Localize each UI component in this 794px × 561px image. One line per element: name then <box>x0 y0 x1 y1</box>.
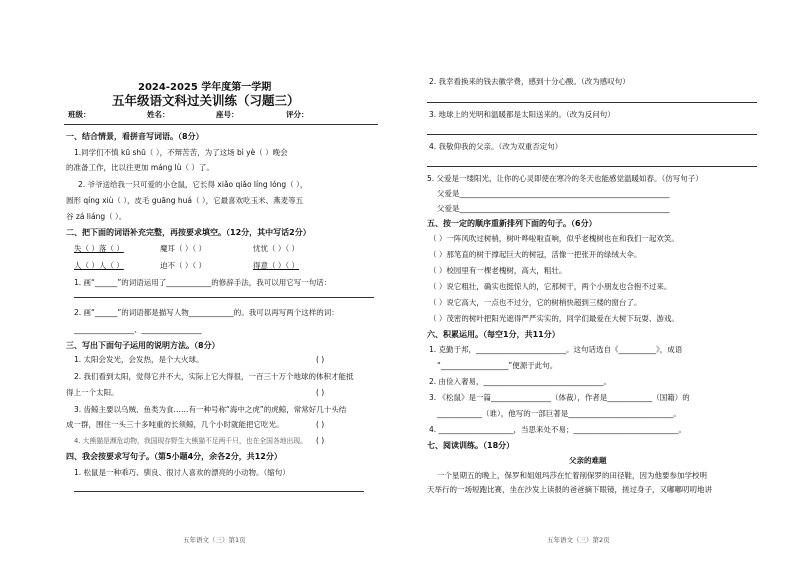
s3-line-6: 4. 大熊猫是濒危动物，我国现存野生大熊猫不足两千只，也在全国各地出现。 <box>74 437 307 445</box>
s4-q4-answer-line[interactable] <box>427 166 757 167</box>
exam-title: 五年级语文科过关训练（习题三） <box>112 93 300 108</box>
story-line-1: 一个星期五的晚上，保罗和姐姐玛莎在忙着削保罗的田径鞋，因为他要参加学校明 <box>437 471 707 480</box>
score-label: 评分： <box>286 110 309 119</box>
s4-line-3: 3. 地球上的光明和温暖都是太阳送来的。（改为反问句） <box>429 110 615 119</box>
s4-line-4: 4. 我敬仰我的父亲。（改为双重否定句） <box>429 142 563 151</box>
s5-item-4: （ ）说它粗壮，确实也挺惊人的，它那树干，两个小朋友也合抱不过来。 <box>429 282 672 291</box>
s2-word-6: 得意（ ）（ ） <box>253 261 300 270</box>
class-label: 班级： <box>68 110 91 119</box>
s1-line-4: 圆形 qíng xiù（ ），皮毛 guāng huá（ ），它最喜欢吃玉米、燕麦等五 <box>66 196 304 205</box>
s2-q2-blanks: ________________、________________ <box>74 325 202 334</box>
s3-line-2: 2. 我们看到太阳，觉得它并不大，实际上它大得很，一百三十万个地球的体积才能抵 <box>74 372 354 381</box>
story-line-2: 天举行的一场短跑比赛，坐在沙发上读报的爸爸摘下眼镜，搓过身子，又嘟嘟叨叨地讲 <box>427 485 712 494</box>
s6-line-1: 1. 克勤于邦，________________________。这句话选自《__________》，成语 <box>429 345 683 354</box>
section-1-title: 一、结合情景，看拼音写词语。（8分） <box>66 132 204 141</box>
section-3-title: 三、写出下面句子运用的说明方法。（8分） <box>66 341 220 350</box>
s5-item-6: （ ）茂密的树叶把阳光遮得严严实实的，同学们最爱在大树下玩耍、游戏。 <box>429 314 679 323</box>
s3-paren-4[interactable]: ( ) <box>316 436 325 445</box>
s4-line-1: 1. 松鼠是一种乖巧、驯良、很讨人喜欢的漂亮的小动物。（缩句） <box>74 468 290 477</box>
s1-line-2: 的准备工作，比以往更加 máng lù（ ）了。 <box>66 163 214 172</box>
s3-line-1: 1. 太阳会发光，会发热，是个大火球。 <box>74 355 204 364</box>
year-title: 2024-2025 学年度第一学期 <box>138 82 272 93</box>
left-footer: 五年语文（三）第1页 <box>183 536 246 544</box>
s4-q5-line-a[interactable]: 父爱是________________________________________________________ <box>437 189 670 198</box>
s5-item-2: （ ）那笔直的树干撑起巨大的树冠，活像一把张开的绿绒大伞。 <box>429 250 642 259</box>
s6-line-1b: “__________________”便源于此句。 <box>437 361 558 370</box>
s3-line-5: 成一群，围住一头三十多吨重的长须鲸，几个小时就能把它吃光。 <box>66 420 284 429</box>
s2-q1: 1. 画“______”的词语运用了____________的修辞手法，我可以用它写一句话： <box>74 278 332 287</box>
s4-line-5: 5. 父爱是一缕阳光，让你的心灵即使在寒冷的冬天也能感觉温暖如春。（仿写句子） <box>427 174 703 183</box>
s3-paren-2[interactable]: ( ) <box>316 388 325 397</box>
s2-q1-answer-line[interactable] <box>74 297 374 298</box>
s2-word-5: 迫不（ ）（ ） <box>160 261 207 270</box>
s4-q2-answer-line[interactable] <box>427 102 757 103</box>
seat-label: 座号： <box>216 110 239 119</box>
right-page <box>397 0 794 561</box>
section-4-title: 四、我会按要求写句子。（第5小题4分，余各2分，共12分） <box>66 452 282 461</box>
s4-q3-answer-line[interactable] <box>427 134 757 135</box>
s3-line-3: 得上一个太阳。 <box>66 388 119 397</box>
story-title: 父亲的难题 <box>569 456 607 465</box>
s1-line-1: 1.同学们不慎 kū shū（ ），不辩苦苦，为了这场 bì yè（ ）晚会 <box>74 148 288 157</box>
s3-paren-1[interactable]: ( ) <box>316 355 325 364</box>
s4-q5-line-b[interactable]: 父爱是________________________________________________________ <box>437 204 670 213</box>
s2-word-1: 失（ ）落（ ） <box>74 244 124 253</box>
s5-item-1: （ ）一阵风吹过树梢，树叶哗啦啦直响，似乎老槐树也在和我们一起欢笑。 <box>429 234 679 243</box>
s3-paren-3[interactable]: ( ) <box>316 420 325 429</box>
section-6-title: 六、积累运用。（每空1分，共11分） <box>427 330 560 339</box>
section-2-title: 二、把下面的词语补充完整，再按要求填空。（12分，其中写话2分） <box>66 228 311 237</box>
s2-word-4: 人（ ）人（ ） <box>74 261 124 270</box>
section-7-title: 七、阅读训练。（18分） <box>427 441 515 450</box>
s2-q2: 2. 画“______”的词语都是描写人物____________的。我可以再写两个这样的词： <box>74 308 339 317</box>
name-label: 姓名： <box>147 110 170 119</box>
s2-word-2: 魔耳（ ）（ ） <box>160 244 207 253</box>
s4-q1-answer-line[interactable] <box>74 491 364 492</box>
s3-line-4: 3. 齿鲸主要以乌贼、鱼类为食……有一种号称“海中之虎”的虎鲸，常常好几十头结 <box>74 405 347 414</box>
right-footer: 五年语文（三）第2页 <box>547 536 610 544</box>
s6-line-4: 4. ____________________，当思来处不易；____________________________。 <box>429 425 687 434</box>
section-5-title: 五、按一定的顺序重新排列下面的句子。（6分） <box>427 219 597 228</box>
s1-line-3: 2. 爷爷送给我一只可爱的小仓鼠，它长得 xiǎo qiǎo líng lóng（ ）， <box>78 180 308 189</box>
s5-item-3: （ ）校园里有一棵老槐树，高大，粗壮。 <box>429 266 567 275</box>
s6-line-2: 2. 由俭入奢易，________________________________。 <box>429 377 612 386</box>
s2-word-3: 忧忧（ ）（ ） <box>253 244 300 253</box>
s6-line-3: 3. 《松鼠》是一篇________________（体裁），作者是____________（国籍）的 <box>429 393 690 402</box>
s1-line-5: 谷 zá liáng（ ）。 <box>66 212 127 221</box>
s5-item-5: （ ）说它高大，一点也不过分，它的树梢快超到三楼的窗台了。 <box>429 298 642 307</box>
s6-line-3b: ____________（谁），他写的一部巨著是____________________________。 <box>437 409 681 418</box>
s4-line-2: 2. 我幸看换来的钱去徽学费，感到十分心酸。（改为感叹句） <box>429 77 630 86</box>
header-divider <box>64 124 378 125</box>
